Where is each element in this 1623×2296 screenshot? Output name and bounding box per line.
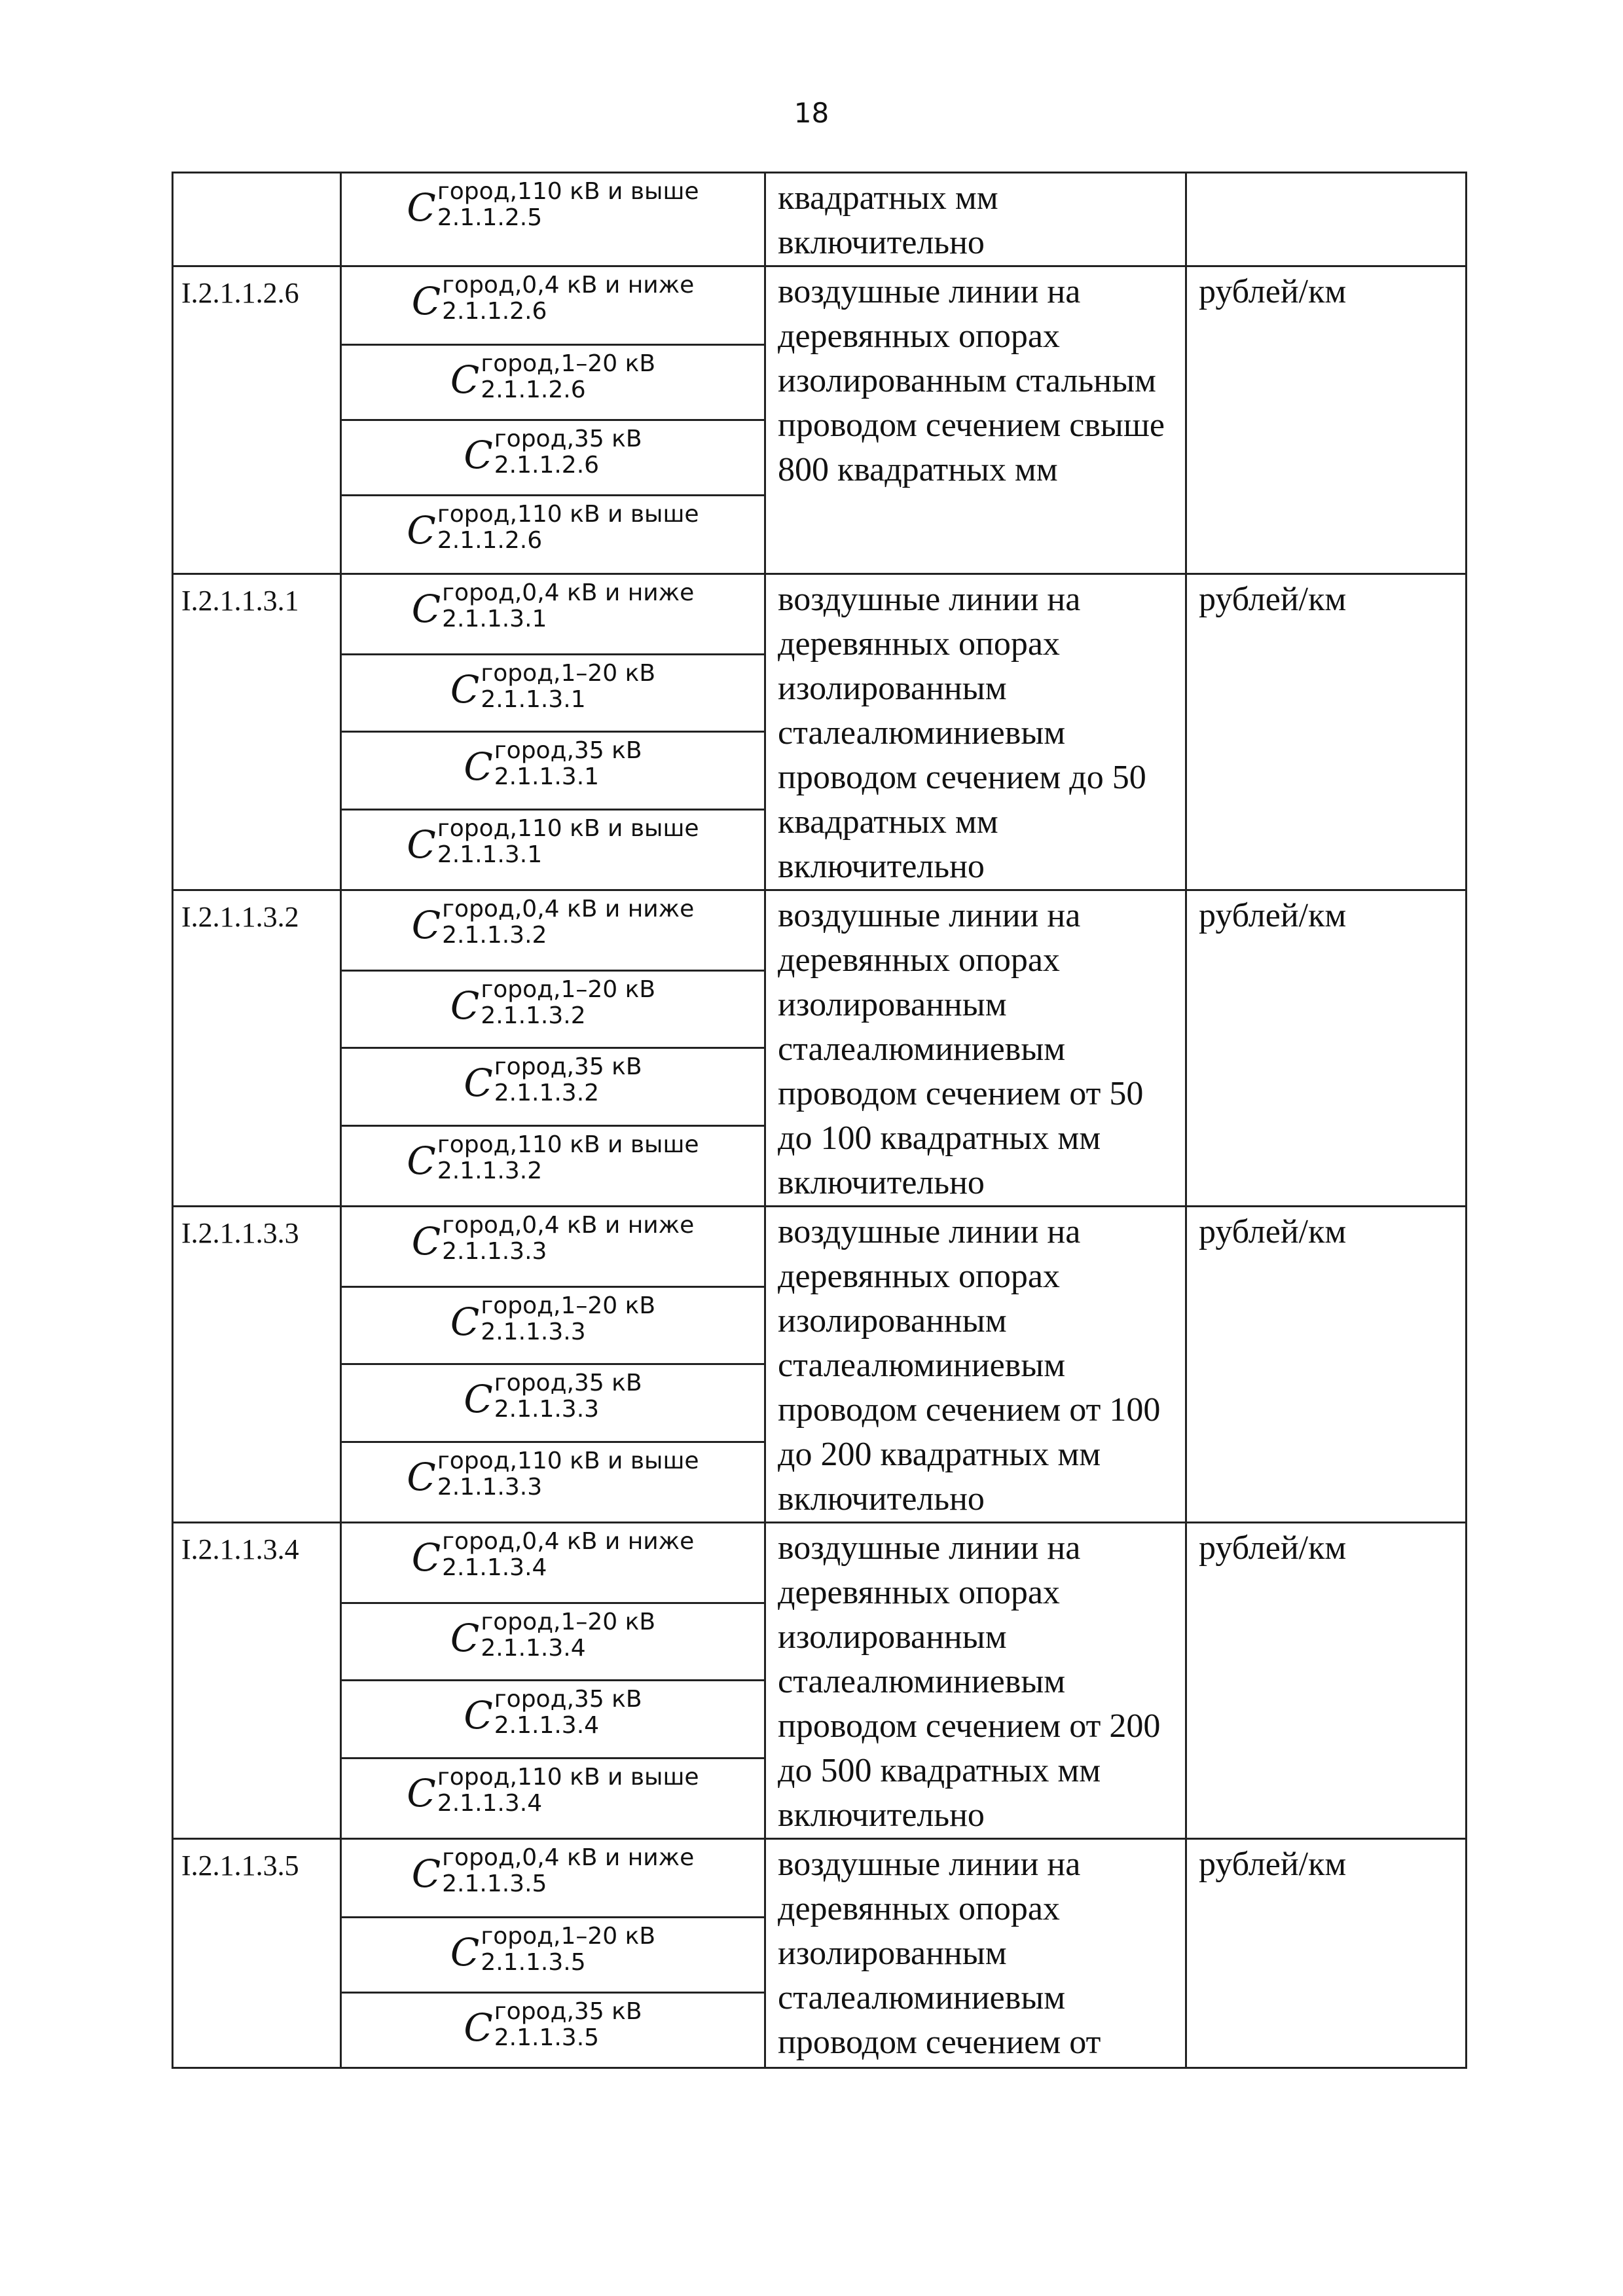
variable-cell xyxy=(341,971,765,1048)
rate-symbol: C xyxy=(464,744,493,790)
rate-subscript: 2.1.1.3.3 xyxy=(442,1238,547,1265)
rate-superscript: город,110 кВ и выше xyxy=(437,814,699,842)
rate-superscript: город,0,4 кВ и ниже xyxy=(442,1212,695,1239)
variable-cell xyxy=(341,1681,765,1758)
code-cell xyxy=(173,1839,341,2068)
variable-cell xyxy=(341,1993,765,2068)
rate-subscript: 2.1.1.3.3 xyxy=(494,1396,600,1423)
rate-superscript: город,110 кВ и выше xyxy=(437,1763,699,1791)
rate-variable xyxy=(342,1918,764,1977)
rate-subscript: 2.1.1.3.1 xyxy=(442,606,547,632)
rate-variable xyxy=(342,1288,764,1347)
rate-symbol: C xyxy=(411,587,441,631)
rate-symbol: C xyxy=(464,2005,493,2050)
rate-superscript: город,35 кВ xyxy=(494,737,642,765)
rate-variable xyxy=(342,421,764,480)
variable-cell xyxy=(341,173,765,266)
variable-cell xyxy=(341,574,765,655)
variable-cell xyxy=(341,345,765,420)
row-code: I.2.1.1.3.3 xyxy=(181,1217,299,1249)
rate-symbol: C xyxy=(464,433,493,477)
variable-cell xyxy=(341,1048,765,1125)
table-row xyxy=(173,1207,1467,1287)
rate-superscript: город,0,4 кВ и ниже xyxy=(442,272,695,299)
rate-variable xyxy=(342,891,764,950)
unit-cell xyxy=(1186,1207,1467,1523)
rate-superscript: город,35 кВ xyxy=(494,1998,642,2025)
rate-symbol: C xyxy=(407,1138,436,1183)
rate-variable xyxy=(342,1207,764,1266)
rate-subscript: 2.1.1.3.1 xyxy=(437,841,543,868)
rate-superscript: город,0,4 кВ и ниже xyxy=(442,896,695,922)
code-cell xyxy=(173,173,341,266)
unit-text: рублей/км xyxy=(1199,1846,1347,1883)
variable-cell xyxy=(341,1603,765,1681)
rate-subscript: 2.1.1.3.4 xyxy=(442,1554,547,1581)
variable-cell xyxy=(341,1758,765,1838)
unit-text: рублей/км xyxy=(1199,581,1347,618)
rate-variable xyxy=(342,655,764,714)
code-cell xyxy=(173,890,341,1207)
rate-subscript: 2.1.1.2.6 xyxy=(442,298,547,325)
description-text: квадратных мм включительно xyxy=(778,179,998,261)
rate-subscript: 2.1.1.3.2 xyxy=(437,1157,543,1184)
rate-symbol: C xyxy=(464,1061,493,1106)
description-cell xyxy=(765,173,1186,266)
rate-variable xyxy=(342,1523,764,1582)
unit-cell xyxy=(1186,173,1467,266)
unit-cell xyxy=(1186,890,1467,1207)
description-text: воздушные линии на деревянных опорах изолированным сталеалюминиевым проводом сечением от xyxy=(778,1846,1101,2061)
rate-superscript: город,110 кВ и выше xyxy=(437,501,699,528)
code-cell xyxy=(173,574,341,890)
variable-cell xyxy=(341,1364,765,1442)
rate-subscript: 2.1.1.3.4 xyxy=(494,1712,600,1740)
rate-variable xyxy=(342,733,764,792)
unit-text: рублей/км xyxy=(1199,273,1347,310)
rate-variable xyxy=(342,1443,764,1502)
rate-symbol: C xyxy=(450,983,480,1029)
rate-subscript: 2.1.1.2.6 xyxy=(494,452,600,479)
rate-variable xyxy=(342,173,764,232)
row-code: I.2.1.1.3.2 xyxy=(181,901,299,933)
tariff-table xyxy=(172,172,1467,2069)
variable-cell xyxy=(341,496,765,574)
rate-superscript: город,1–20 кВ xyxy=(481,660,656,687)
description-cell xyxy=(765,266,1186,574)
rate-superscript: город,35 кВ xyxy=(494,1370,642,1397)
rate-subscript: 2.1.1.3.5 xyxy=(442,1870,547,1897)
rate-superscript: город,110 кВ и выше xyxy=(437,178,699,205)
unit-cell xyxy=(1186,266,1467,574)
rate-symbol: C xyxy=(411,1219,441,1264)
description-cell xyxy=(765,574,1186,890)
description-cell xyxy=(765,1523,1186,1839)
table-row xyxy=(173,1523,1467,1603)
description-cell xyxy=(765,1839,1186,2068)
rate-subscript: 2.1.1.3.2 xyxy=(442,922,547,949)
unit-text: рублей/км xyxy=(1199,897,1347,934)
variable-cell xyxy=(341,809,765,890)
variable-cell xyxy=(341,1523,765,1603)
rate-symbol: C xyxy=(407,1770,436,1815)
unit-cell xyxy=(1186,1839,1467,2068)
rate-variable xyxy=(342,575,764,634)
rate-symbol: C xyxy=(464,1377,493,1422)
rate-superscript: город,35 кВ xyxy=(494,1686,642,1713)
unit-text: рублей/км xyxy=(1199,1529,1347,1567)
rate-subscript: 2.1.1.3.4 xyxy=(481,1635,586,1662)
code-cell xyxy=(173,1523,341,1839)
rate-variable xyxy=(342,972,764,1030)
rate-variable xyxy=(342,267,764,326)
row-code: I.2.1.1.3.5 xyxy=(181,1850,299,1882)
description-cell xyxy=(765,890,1186,1207)
rate-subscript: 2.1.1.2.6 xyxy=(437,527,543,554)
description-text: воздушные линии на деревянных опорах изолированным сталеалюминиевым проводом сечением от 100 до 200 квадратных мм включительно xyxy=(778,1213,1161,1518)
rate-variable xyxy=(342,346,764,405)
rate-superscript: город,0,4 кВ и ниже xyxy=(442,579,695,606)
rate-variable xyxy=(342,1049,764,1108)
code-cell xyxy=(173,1207,341,1523)
rate-symbol: C xyxy=(411,279,441,323)
rate-superscript: город,1–20 кВ xyxy=(481,350,656,377)
rate-subscript: 2.1.1.3.4 xyxy=(437,1789,543,1817)
rate-symbol: C xyxy=(407,1454,436,1499)
rate-symbol: C xyxy=(450,357,480,402)
row-code: I.2.1.1.3.4 xyxy=(181,1533,299,1565)
rate-variable xyxy=(342,1127,764,1186)
rate-superscript: город,110 кВ и выше xyxy=(437,1447,699,1474)
tariff-table-body xyxy=(173,173,1467,2068)
rate-symbol: C xyxy=(407,185,436,230)
rate-variable xyxy=(342,1681,764,1740)
rate-symbol: C xyxy=(450,667,480,712)
rate-subscript: 2.1.1.3.3 xyxy=(437,1473,543,1501)
rate-superscript: город,0,4 кВ и ниже xyxy=(442,1528,695,1555)
unit-cell xyxy=(1186,574,1467,890)
variable-cell xyxy=(341,266,765,345)
rate-subscript: 2.1.1.2.6 xyxy=(481,376,586,403)
rate-subscript: 2.1.1.3.5 xyxy=(481,1949,586,1976)
rate-symbol: C xyxy=(411,1851,441,1896)
variable-cell xyxy=(341,890,765,971)
description-text: воздушные линии на деревянных опорах изолированным сталеалюминиевым проводом сечением от 200 до 500 квадратных мм включительно xyxy=(778,1529,1161,1834)
variable-cell xyxy=(341,1442,765,1522)
rate-variable xyxy=(342,811,764,869)
rate-superscript: город,0,4 кВ и ниже xyxy=(442,1844,695,1871)
rate-superscript: город,1–20 кВ xyxy=(481,976,656,1004)
unit-cell xyxy=(1186,1523,1467,1839)
rate-variable xyxy=(342,496,764,555)
table-row xyxy=(173,266,1467,345)
page-number: 18 xyxy=(793,97,830,129)
variable-cell xyxy=(341,1125,765,1206)
rate-variable xyxy=(342,1994,764,2052)
variable-cell xyxy=(341,655,765,732)
rate-subscript: 2.1.1.3.1 xyxy=(481,686,586,714)
unit-text: рублей/км xyxy=(1199,1213,1347,1250)
rate-symbol: C xyxy=(464,1693,493,1738)
rate-superscript: город,110 кВ и выше xyxy=(437,1131,699,1158)
table-row xyxy=(173,574,1467,655)
description-cell xyxy=(765,1207,1186,1523)
rate-subscript: 2.1.1.3.1 xyxy=(494,763,600,791)
rate-symbol: C xyxy=(450,1930,480,1975)
table-row xyxy=(173,1839,1467,1918)
rate-variable xyxy=(342,1365,764,1424)
rate-superscript: город,35 кВ xyxy=(494,426,642,452)
variable-cell xyxy=(341,420,765,496)
description-text: воздушные линии на деревянных опорах изолированным стальным проводом сечением свыше 800 квадратных мм xyxy=(778,273,1165,488)
rate-symbol: C xyxy=(411,1535,441,1580)
rate-superscript: город,1–20 кВ xyxy=(481,1923,656,1950)
rate-superscript: город,1–20 кВ xyxy=(481,1609,656,1636)
rate-superscript: город,1–20 кВ xyxy=(481,1292,656,1320)
code-cell xyxy=(173,266,341,574)
rate-symbol: C xyxy=(450,1300,480,1345)
description-text: воздушные линии на деревянных опорах изолированным сталеалюминиевым проводом сечением до 50 квадратных мм включительно xyxy=(778,581,1146,885)
rate-variable xyxy=(342,1840,764,1899)
rate-subscript: 2.1.1.3.2 xyxy=(494,1080,600,1107)
rate-symbol: C xyxy=(407,508,436,553)
rate-superscript: город,35 кВ xyxy=(494,1053,642,1081)
rate-symbol: C xyxy=(411,903,441,947)
rate-variable xyxy=(342,1759,764,1818)
rate-subscript: 2.1.1.3.3 xyxy=(481,1319,586,1346)
variable-cell xyxy=(341,1287,765,1364)
table-row-continuation xyxy=(173,173,1467,266)
rate-variable xyxy=(342,1604,764,1663)
rate-subscript: 2.1.1.3.5 xyxy=(494,2024,600,2051)
variable-cell xyxy=(341,732,765,809)
rate-symbol: C xyxy=(450,1616,480,1661)
variable-cell xyxy=(341,1207,765,1287)
table-row xyxy=(173,890,1467,971)
row-code: I.2.1.1.3.1 xyxy=(181,585,299,617)
row-code: I.2.1.1.2.6 xyxy=(181,277,299,309)
variable-cell xyxy=(341,1918,765,1993)
rate-symbol: C xyxy=(407,822,436,867)
rate-subscript: 2.1.1.2.5 xyxy=(437,204,543,231)
description-text: воздушные линии на деревянных опорах изолированным сталеалюминиевым проводом сечением от 50 до 100 квадратных мм включительно xyxy=(778,897,1144,1201)
rate-subscript: 2.1.1.3.2 xyxy=(481,1002,586,1030)
variable-cell xyxy=(341,1839,765,1918)
